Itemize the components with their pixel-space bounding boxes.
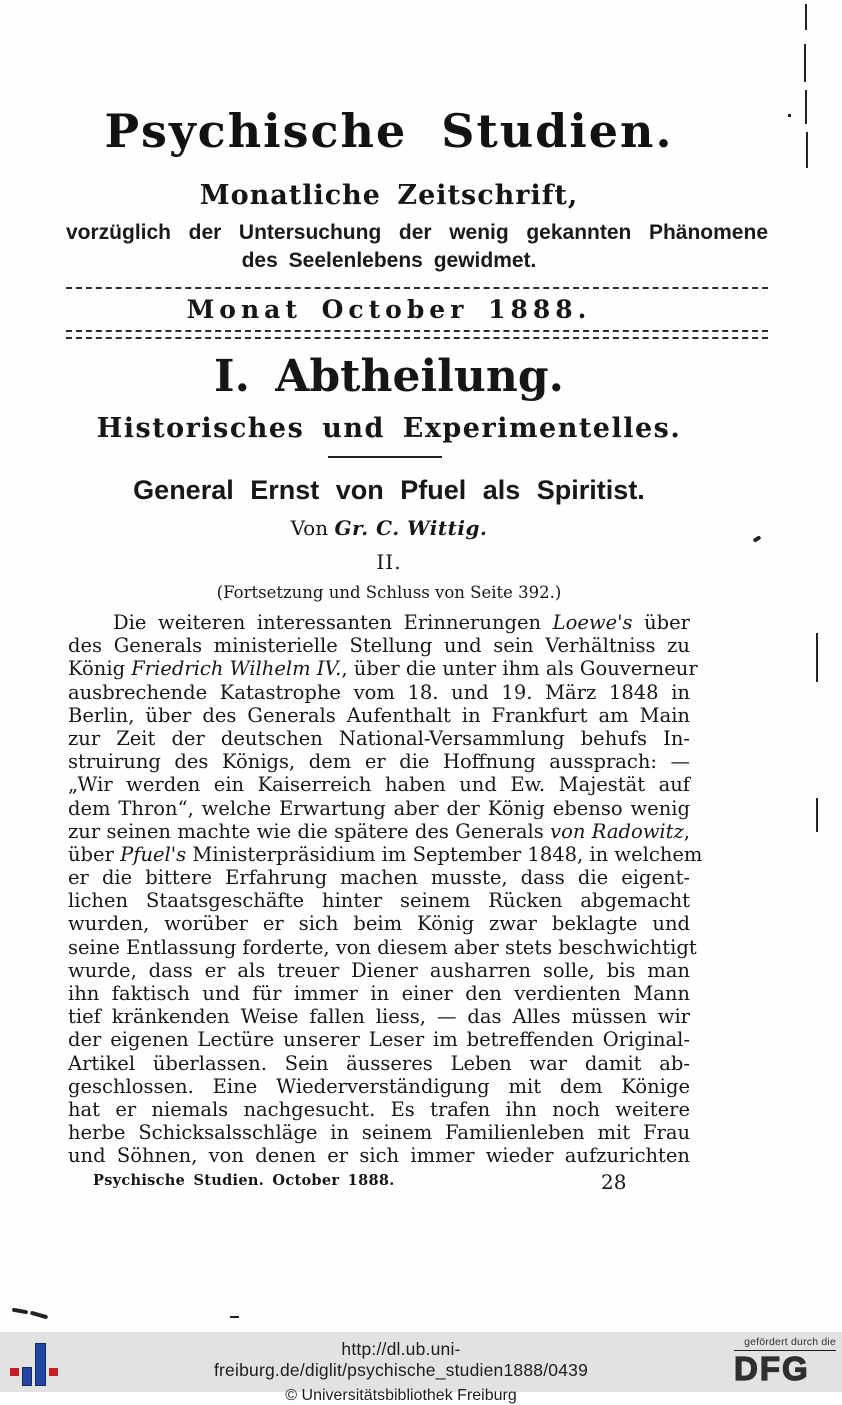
body-line: über Pfuel's Ministerpräsidium im September 1848, in welchem bbox=[68, 842, 703, 866]
source-url: http://dl.ub.uni-freiburg.de/diglit/psychische_studien1888/0439 bbox=[213, 1339, 589, 1380]
article-part-number: II. bbox=[376, 550, 402, 574]
journal-dedication-line2: des Seelenlebens gewidmet. bbox=[241, 249, 537, 272]
page-number: 28 bbox=[601, 1170, 627, 1194]
body-line: wurde, dass er als treuer Diener ausharren solle, bis man bbox=[68, 958, 690, 982]
scan-artifact bbox=[816, 633, 818, 682]
logo-red-square-left bbox=[10, 1368, 19, 1376]
double-dashed-rule bbox=[66, 330, 768, 339]
body-line: Artikel überlassen. Sein äusseres Leben war damit ab- bbox=[68, 1051, 690, 1075]
body-line: struirung des Königs, dem er die Hoffnung aussprach: — bbox=[68, 750, 690, 774]
body-line: wurden, worüber er sich beim König zwar beklagte und bbox=[68, 912, 690, 936]
issue-date: Monat October 1888. bbox=[186, 295, 592, 324]
viewer-footer-bar bbox=[0, 1332, 842, 1404]
byline-author: Gr. C. Wittig. bbox=[334, 516, 488, 540]
running-footer: Psychische Studien. October 1888. bbox=[93, 1172, 395, 1189]
scan-artifact bbox=[788, 114, 791, 117]
scan-artifact bbox=[816, 798, 818, 832]
body-line: er die bittere Erfahrung machen musste, dass die eigent- bbox=[68, 866, 690, 890]
scan-artifact bbox=[806, 132, 808, 168]
body-line: zur Zeit der deutschen National-Versammlung behufs In- bbox=[68, 726, 690, 750]
body-line: herbe Schicksalsschläge in seinem Familienleben mit Frau bbox=[68, 1121, 690, 1145]
dfg-logo-text: DFG bbox=[734, 1350, 810, 1387]
journal-dedication-line1: vorzüglich der Untersuchung der wenig gekannten Phänomene bbox=[66, 221, 768, 244]
body-line: dem Thron“, welche Erwartung aber der König ebenso wenig bbox=[68, 796, 690, 820]
scan-artifact bbox=[805, 4, 807, 30]
body-line: ausbrechende Katastrophe vom 18. und 19. März 1848 in bbox=[68, 680, 690, 704]
dfg-tagline: gefördert durch die bbox=[734, 1336, 836, 1351]
section-title: I. Abtheilung. bbox=[214, 351, 564, 402]
body-line: seine Entlassung forderte, von diesem aber stets beschwichtigt bbox=[68, 935, 697, 959]
article-byline bbox=[66, 516, 712, 540]
body-line: „Wir werden ein Kaiserreich haben und Ew. Majestät auf bbox=[68, 773, 690, 797]
body-line: des Generals ministerielle Stellung und sein Verhältniss zu bbox=[68, 634, 690, 658]
body-line: und Söhnen, von denen er sich immer wieder aufzurichten bbox=[68, 1144, 690, 1168]
scan-artifact bbox=[805, 90, 807, 124]
copyright-line: © Universitätsbibliothek Freiburg bbox=[285, 1387, 517, 1404]
continuation-note: (Fortsetzung und Schluss von Seite 392.) bbox=[216, 583, 562, 602]
scan-artifact bbox=[804, 44, 806, 82]
article-body bbox=[68, 611, 703, 1168]
dashed-rule bbox=[66, 287, 768, 289]
article-title: General Ernst von Pfuel als Spiritist. bbox=[133, 475, 645, 505]
dfg-logo bbox=[734, 1336, 836, 1386]
section-divider bbox=[328, 456, 442, 458]
section-subtitle: Historisches und Experimentelles. bbox=[96, 413, 682, 444]
body-line: zur seinen machte wie die spätere des Generals von Radowitz, bbox=[68, 819, 690, 843]
body-line: Berlin, über des Generals Aufenthalt in Frankfurt am Main bbox=[68, 703, 690, 727]
body-line: König Friedrich Wilhelm IV., über die unter ihm als Gouverneur bbox=[68, 657, 698, 681]
scan-artifact bbox=[230, 1316, 239, 1318]
ub-freiburg-logo-icon bbox=[10, 1341, 58, 1387]
source-info bbox=[171, 1339, 631, 1405]
journal-subtitle: Monatliche Zeitschrift, bbox=[199, 180, 579, 211]
body-line: der eigenen Lectüre unserer Leser im betreffenden Original- bbox=[68, 1028, 690, 1052]
body-line: ihn faktisch und für immer in einer den verdienten Mann bbox=[68, 982, 690, 1005]
journal-title: Psychische Studien. bbox=[104, 104, 674, 158]
scan-artifact bbox=[12, 1308, 28, 1315]
body-line: Die weiteren interessanten Erinnerungen Loewe's über bbox=[113, 611, 690, 634]
body-line: lichen Staatsgeschäfte hinter seinem Rücken abgemacht bbox=[68, 889, 690, 913]
byline-prefix: Von bbox=[290, 516, 335, 540]
logo-blue-bar-tall bbox=[35, 1343, 46, 1386]
body-line: geschlossen. Eine Wiederverständigung mit dem Könige bbox=[68, 1074, 690, 1098]
body-line: hat er niemals nachgesucht. Es trafen ihn noch weitere bbox=[68, 1097, 690, 1121]
scan-artifact bbox=[30, 1311, 48, 1320]
logo-blue-bar-short bbox=[22, 1367, 32, 1386]
body-line: tief kränkenden Weise fallen liess, — das Alles müssen wir bbox=[68, 1005, 690, 1029]
scan-artifact bbox=[753, 535, 762, 543]
logo-red-square-right bbox=[49, 1368, 58, 1376]
